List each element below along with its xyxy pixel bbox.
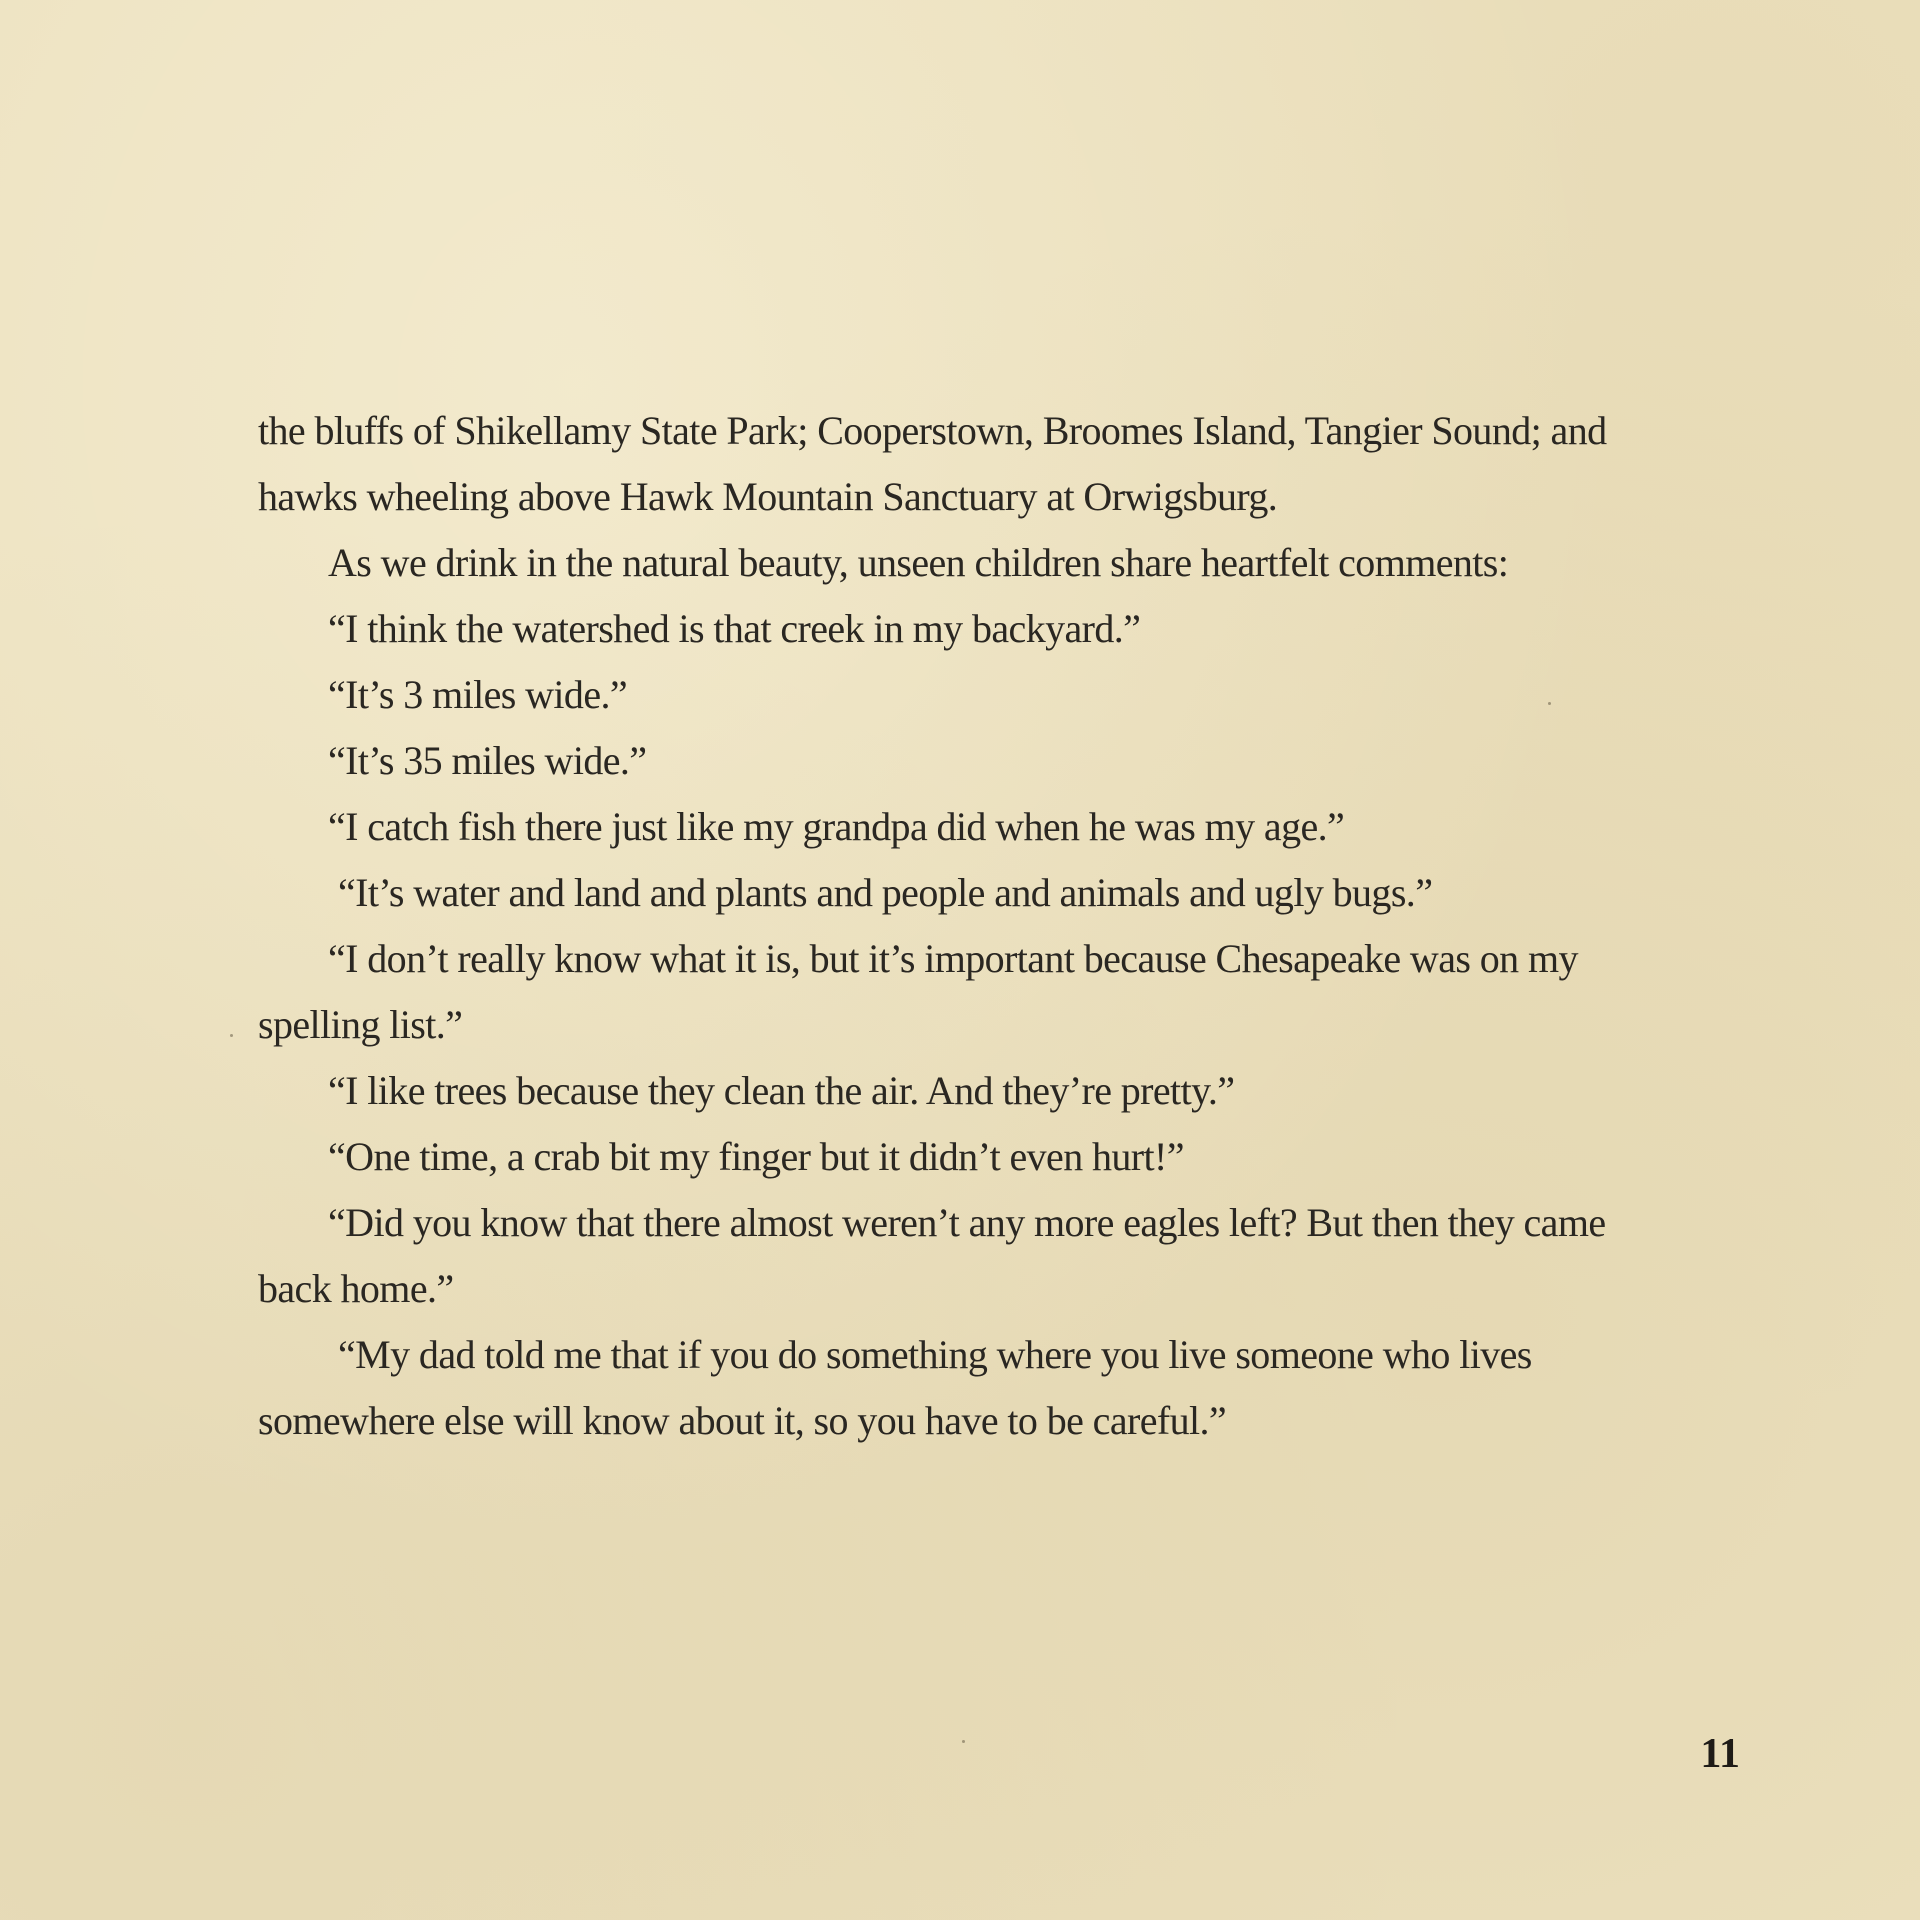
quote-3-miles: “It’s 3 miles wide.” <box>328 672 628 717</box>
body-text <box>258 398 1678 1454</box>
quote-spelling-list: “I don’t really know what it is, but it’s important because Chesapeake was on my spelling list.” <box>258 936 1578 1047</box>
page-number: 11 <box>1700 1731 1740 1777</box>
quote-eagles: “Did you know that there almost weren’t any more eagles left? But then they came back home.” <box>258 1200 1606 1311</box>
quote-crab: “One time, a crab bit my finger but it didn’t even hurt!” <box>328 1134 1184 1179</box>
quote-catch-fish: “I catch fish there just like my grandpa did when he was my age.” <box>328 804 1345 849</box>
paragraph-2: As we drink in the natural beauty, unseen children share heartfelt comments: <box>328 540 1509 585</box>
quote-trees: “I like trees because they clean the air. And they’re pretty.” <box>328 1068 1235 1113</box>
paragraph-1: the bluffs of Shikellamy State Park; Cooperstown, Broomes Island, Tangier Sound; and hawks wheeling above Hawk Mountain Sanctuary at Orwigsburg. <box>258 408 1607 519</box>
quote-watershed-creek: “I think the watershed is that creek in my backyard.” <box>328 606 1141 651</box>
paper-speck <box>230 1034 233 1037</box>
quote-be-careful: “My dad told me that if you do something where you live someone who lives somewhere else will know about it, so you have to be careful.” <box>258 1332 1532 1443</box>
paper-speck <box>962 1740 965 1743</box>
quote-35-miles: “It’s 35 miles wide.” <box>328 738 647 783</box>
quote-water-and-land: “It’s water and land and plants and people and animals and ugly bugs.” <box>338 870 1433 915</box>
